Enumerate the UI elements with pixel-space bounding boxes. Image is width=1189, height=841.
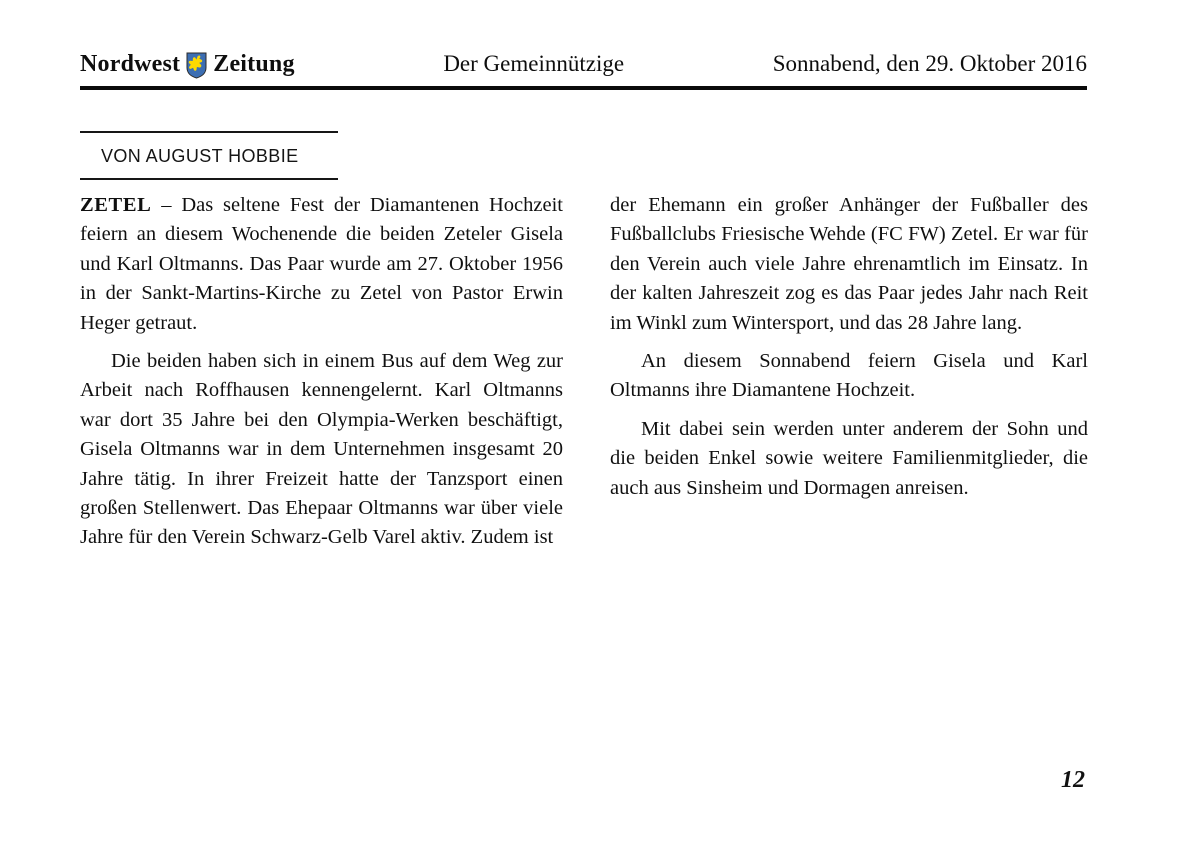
paragraph: der Ehemann ein großer Anhänger der Fußballer des Fußballclubs Friesische Wehde (FC FW) Zetel. Er war für den Verein auch viele Jahre ehrenamtlich im Einsatz. In der kalten Jahreszeit zog es das Paar jedes Jahr nach Reit im Winkl zum Wintersport, und das 28 Jahre lang. — [610, 194, 1088, 334]
masthead-word-right: Zeitung — [213, 50, 295, 77]
newspaper-header — [80, 50, 1087, 90]
article-column-2 — [610, 191, 1088, 512]
paragraph-lead — [80, 191, 563, 338]
edition-title: Der Gemeinnützige — [443, 51, 625, 76]
byline-author: VON AUGUST HOBBIE — [101, 146, 299, 166]
paragraph: An diesem Sonnabend feiern Gisela und Karl Oltmanns ihre Diamantene Hochzeit. — [610, 350, 1088, 402]
article-column-1 — [80, 191, 563, 562]
masthead-word-left: Nordwest — [80, 50, 181, 77]
paragraph: Die beiden haben sich in einem Bus auf dem Weg zur Arbeit nach Roffhausen kennengelernt. Karl Oltmanns war dort 35 Jahre bei den Olympia-Werken beschäftigt, Gisela Oltmanns war in dem Unternehmen insgesamt 20 Jahre tätig. In ihrer Freizeit hatte der Tanzsport einen großen Stellenwert. Das Ehepaar Oltmanns war über viele Jahre für den Verein Schwarz-Gelb Varel aktiv. Zudem ist — [80, 350, 563, 549]
lead-location: ZETEL — [80, 194, 152, 216]
paragraph: Mit dabei sein werden unter anderem der Sohn und die beiden Enkel sowie weitere Familienmitglieder, die auch aus Sinsheim und Dormagen anreisen. — [610, 417, 1088, 499]
masthead — [80, 50, 295, 77]
paragraph-lead-text: – Das seltene Fest der Diamantenen Hochzeit feiern an diesem Wochenende die beiden Zeteler Gisela und Karl Oltmanns. Das Paar wurde am 27. Oktober 1956 in der Sankt-Martins-Kirche zu Zetel von Pastor Erwin Heger getraut. — [80, 194, 563, 334]
page-number: 12 — [1061, 767, 1085, 793]
zetel-coat-of-arms-icon — [186, 52, 207, 79]
byline-box — [80, 131, 338, 180]
issue-date: Sonnabend, den 29. Oktober 2016 — [772, 51, 1087, 76]
